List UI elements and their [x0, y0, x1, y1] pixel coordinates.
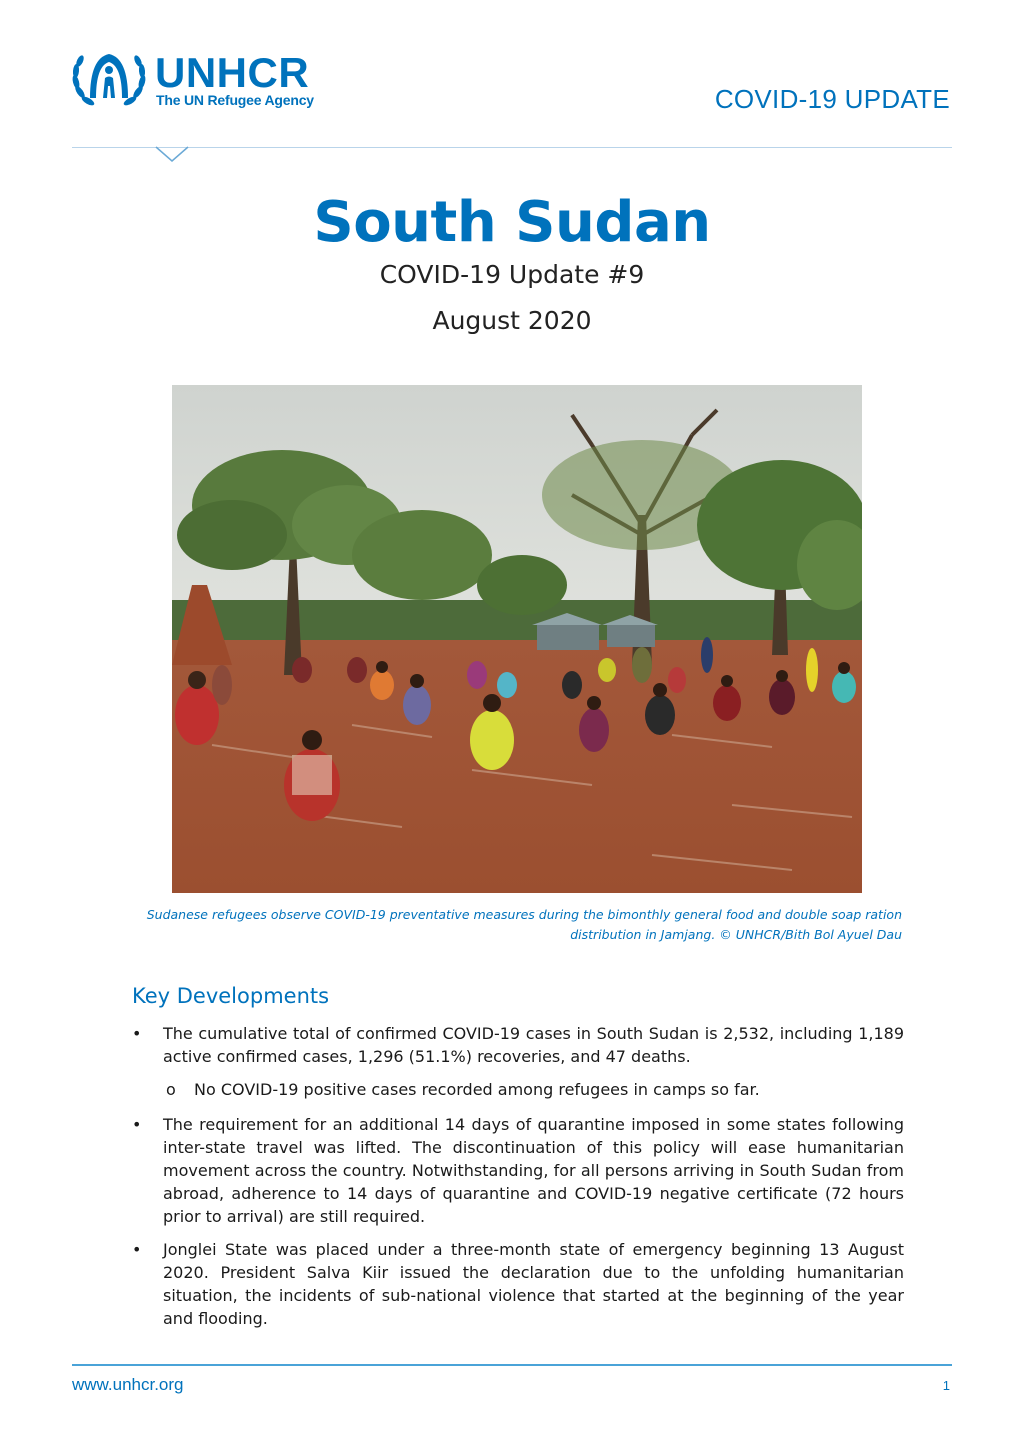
list-item: [132, 1022, 904, 1068]
section-heading-key-developments: Key Developments: [132, 984, 330, 1008]
key-developments-list: [132, 1022, 904, 1340]
photo-caption-line: distribution in Jamjang. © UNHCR/Bith Bol Ayuel Dau: [570, 927, 902, 942]
page-number: 1: [942, 1378, 950, 1393]
list-item: [132, 1113, 904, 1228]
chevron-down-icon: [155, 146, 189, 164]
cover-photo: [172, 385, 862, 893]
page-subtitle: COVID-19 Update #9: [379, 260, 645, 289]
logo-tagline: The UN Refugee Agency: [156, 92, 314, 108]
bullet-icon: •: [132, 1240, 142, 1259]
logo-wordmark: UNHCR: [155, 49, 310, 96]
bullet-icon: •: [132, 1024, 142, 1043]
photo-caption: [130, 905, 902, 945]
list-sub-item: [132, 1078, 904, 1101]
page-date: August 2020: [432, 306, 592, 335]
unhcr-emblem-icon: [70, 48, 148, 112]
page-title: South Sudan: [313, 190, 711, 255]
list-item: [132, 1238, 904, 1330]
photo-caption-line: Sudanese refugees observe COVID-19 preventative measures during the bimonthly general food and double soap ration: [146, 907, 902, 922]
bullet-icon: •: [132, 1115, 142, 1134]
list-sub-item-text: No COVID-19 positive cases recorded among refugees in camps so far.: [194, 1080, 760, 1099]
list-item-text: The cumulative total of confirmed COVID-19 cases in South Sudan is 2,532, including 1,189 active confirmed cases, 1,296 (51.1%) recoveries, and 47 deaths.: [163, 1024, 904, 1066]
footer-divider: [72, 1364, 952, 1366]
list-item-text: Jonglei State was placed under a three-month state of emergency beginning 13 August 2020. President Salva Kiir issued the declaration due to the unfolding humanitarian situation, the incidents of sub-national violence that started at the beginning of the year and flooding.: [163, 1240, 904, 1328]
sub-bullet-icon: o: [166, 1080, 176, 1099]
list-item-text: The requirement for an additional 14 days of quarantine imposed in some states following inter-state travel was lifted. The discontinuation of this policy will ease humanitarian movement across the country. Notwithstanding, for all persons arriving in South Sudan from abroad, adherence to 14 days of quarantine and COVID-19 negative certificate (72 hours prior to arrival) are still required.: [163, 1115, 904, 1226]
footer-website-link[interactable]: www.unhcr.org: [72, 1375, 184, 1394]
header-divider: [72, 147, 952, 148]
unhcr-logo: [70, 48, 350, 112]
header-label: COVID-19 UPDATE: [714, 84, 950, 114]
cover-photo-illustration: [172, 385, 862, 893]
